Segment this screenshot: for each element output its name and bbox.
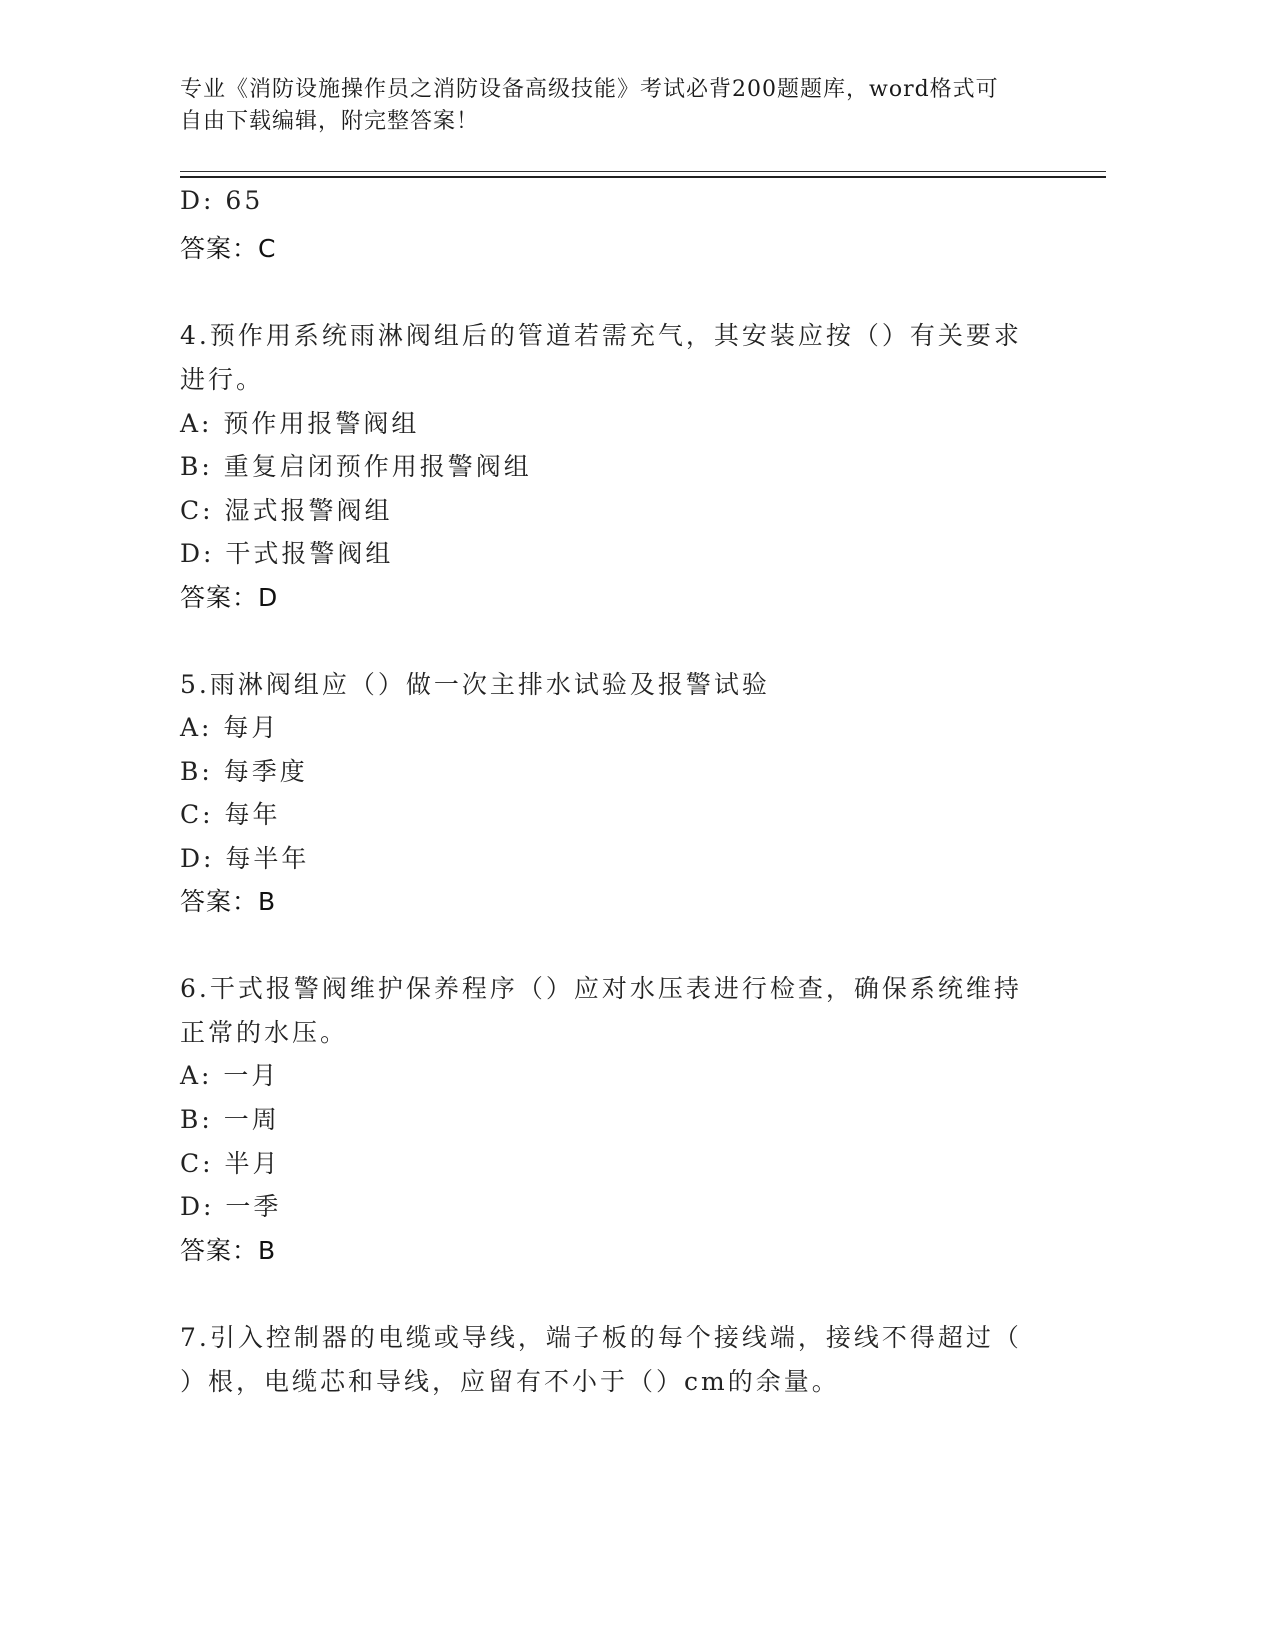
- document-header: [180, 74, 1030, 138]
- q4-option-c: C: 湿式报警阀组: [180, 496, 393, 525]
- q7-question-line-1: 7.引入控制器的电缆或导线，端子板的每个接线端，接线不得超过（: [180, 1323, 1022, 1352]
- q6-question-line-1: 6.干式报警阀维护保养程序（）应对水压表进行检查，确保系统维持: [180, 974, 1022, 1003]
- header-line-1: 专业《消防设施操作员之消防设备高级技能》考试必背200题题库，word格式可: [180, 77, 999, 102]
- header-divider-thin: [180, 171, 1106, 172]
- q5-option-b: B: 每季度: [180, 757, 308, 786]
- q6-option-a: A: 一月: [180, 1061, 280, 1090]
- q6-option-c: C: 半月: [180, 1149, 281, 1178]
- q6-option-b: B: 一周: [180, 1105, 280, 1134]
- q4-question-line-1: 4.预作用系统雨淋阀组后的管道若需充气，其安装应按（）有关要求: [180, 321, 1022, 350]
- q5-question-line-1: 5.雨淋阀组应（）做一次主排水试验及报警试验: [180, 670, 770, 699]
- header-line-2: 自由下载编辑，附完整答案！: [180, 109, 480, 134]
- q5-option-c: C: 每年: [180, 800, 281, 829]
- q4-question-line-2: 进行。: [180, 365, 265, 394]
- q4-option-d: D: 干式报警阀组: [180, 539, 394, 568]
- q6-question-line-2: 正常的水压。: [180, 1018, 349, 1047]
- header-divider-thick: [180, 176, 1106, 178]
- q4-option-a: A: 预作用报警阀组: [180, 409, 420, 438]
- q5-option-a: A: 每月: [180, 713, 280, 742]
- q6-answer: 答案：B: [180, 1236, 277, 1265]
- q4-option-b: B: 重复启闭预作用报警阀组: [180, 452, 532, 481]
- q5-answer: 答案：B: [180, 887, 277, 916]
- q7-question-line-2: ）根，电缆芯和导线，应留有不小于（）cm的余量。: [180, 1367, 840, 1396]
- q3-option-d: D: 65: [180, 186, 264, 215]
- q6-option-d: D: 一季: [180, 1192, 282, 1221]
- q5-option-d: D: 每半年: [180, 844, 310, 873]
- q3-answer: 答案：C: [180, 234, 277, 263]
- q4-answer: 答案：D: [180, 583, 279, 612]
